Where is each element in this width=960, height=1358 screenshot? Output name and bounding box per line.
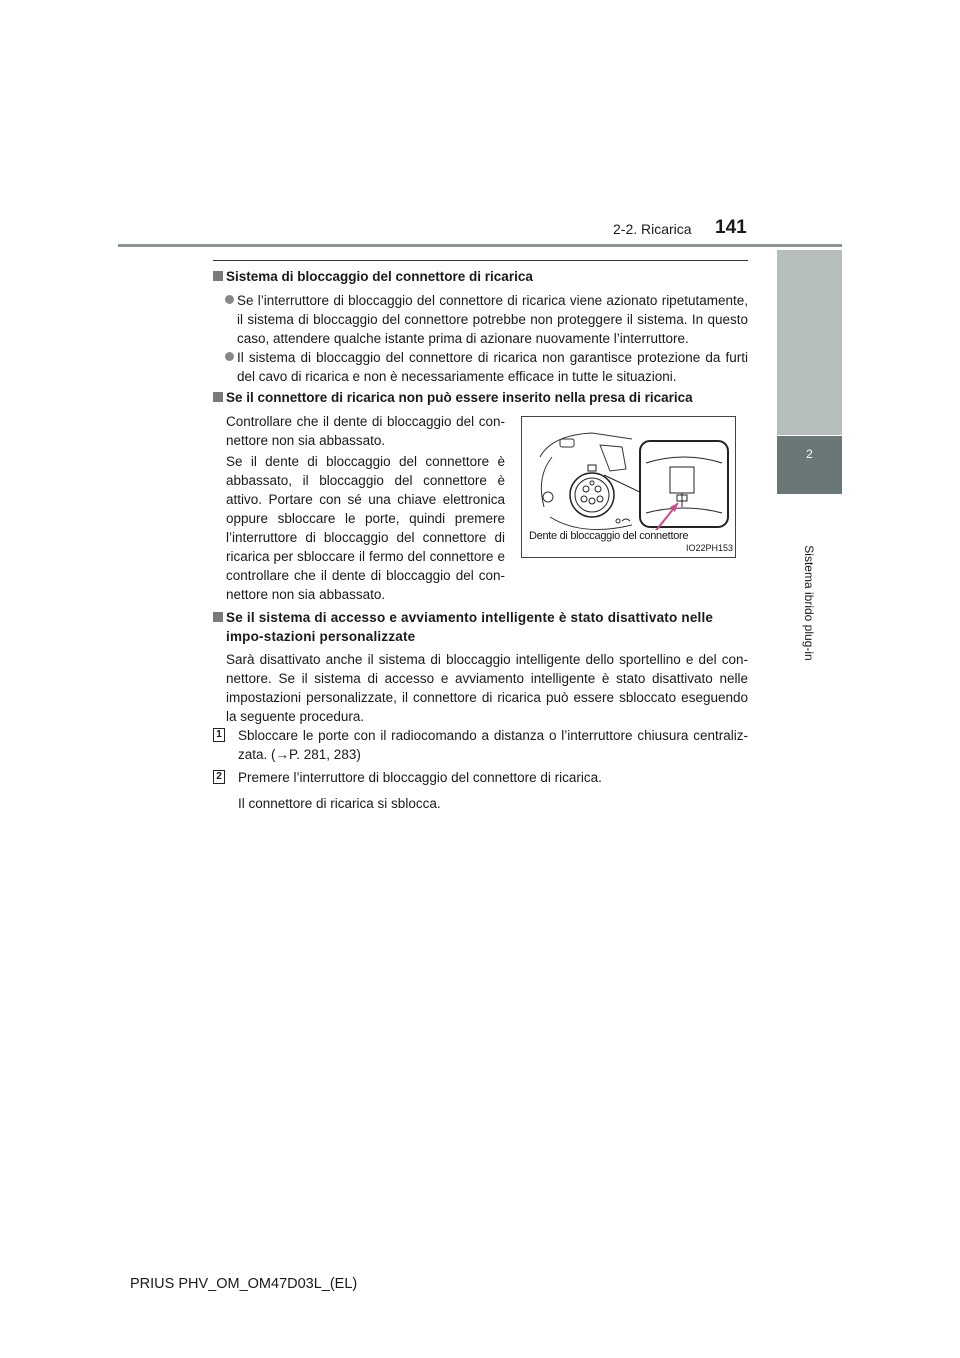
section-title: 2-2. Ricarica — [613, 221, 692, 237]
step-2-text: Premere l’interruttore di bloccaggio del connettore di ricarica. — [238, 770, 602, 785]
heading-square-icon — [213, 392, 223, 402]
side-tab-chapter-marker — [777, 436, 842, 494]
chapter-title — [802, 545, 816, 661]
paragraph-check-latch: Controllare che il dente di bloccaggio del con-nettore non sia abbassato. — [226, 414, 505, 448]
chapter-number: 2 — [806, 447, 813, 461]
side-tab-background — [777, 250, 842, 435]
heading-square-icon — [213, 612, 223, 622]
heading-square-icon — [213, 271, 223, 281]
figure-caption: Dente di bloccaggio del connettore — [529, 530, 689, 542]
footer-model: PRIUS PHV_OM_OM47D03L_(EL) — [130, 1276, 358, 1292]
chapter-title-text: Sistema ibrido plug-in — [802, 545, 816, 661]
content-top-rule — [213, 260, 748, 261]
heading-smart-entry-disabled: Se il sistema di accesso e avviamento intelligente è stato disattivato nelle impo-stazioni personalizzate — [213, 608, 748, 646]
step-number-1: 1 — [213, 728, 225, 742]
step-2-result: Il connettore di ricarica si sblocca. — [238, 796, 441, 811]
bullet-item: Il sistema di bloccaggio del connettore di ricarica non garantisce protezione da furti del cavo di ricarica e non è necessariamente efficace in tutte le situazioni. — [225, 348, 748, 386]
page-number: 141 — [715, 217, 747, 238]
figure-code: IO22PH153 — [686, 543, 734, 553]
paragraph-procedure-intro: Sarà disattivato anche il sistema di bloccaggio intelligente dello sportellino e del con-nettore. Se il sistema di accesso e avviamento intelligente è stato disattivato nelle impostazioni personalizzate, il connettore di ricarica può essere sbloccato eseguendo la seguente procedura. — [226, 652, 748, 724]
bullet-dot-icon — [225, 295, 234, 304]
bullet-dot-icon — [225, 352, 234, 361]
step-number-2: 2 — [213, 770, 225, 784]
step-1-text: Sbloccare le porte con il radiocomando a distanza o l’interruttore chiusura centraliz-zata. (→P. 281, 283) — [238, 728, 748, 762]
header-rule — [118, 244, 842, 247]
bullet-item: Se l’interruttore di bloccaggio del connettore di ricarica viene azionato ripetutamente, il sistema di bloccaggio del connettore potrebbe non proteggere il sistema. In questo caso, attendere qualche istante prima di azionare nuovamente l’interruttore. — [225, 291, 748, 348]
paragraph-unlock-instructions: Se il dente di bloccaggio del connettore è abbassato, il bloccaggio del connettore è attivo. Portare con sé una chiave elettronica oppure sbloccare le porte, quindi premere l’interruttore di bloccaggio del connettore di ricarica per sbloccare il fermo del connettore e controllare che il dente di bloccaggio del con-nettore non sia abbassato. — [226, 454, 505, 602]
